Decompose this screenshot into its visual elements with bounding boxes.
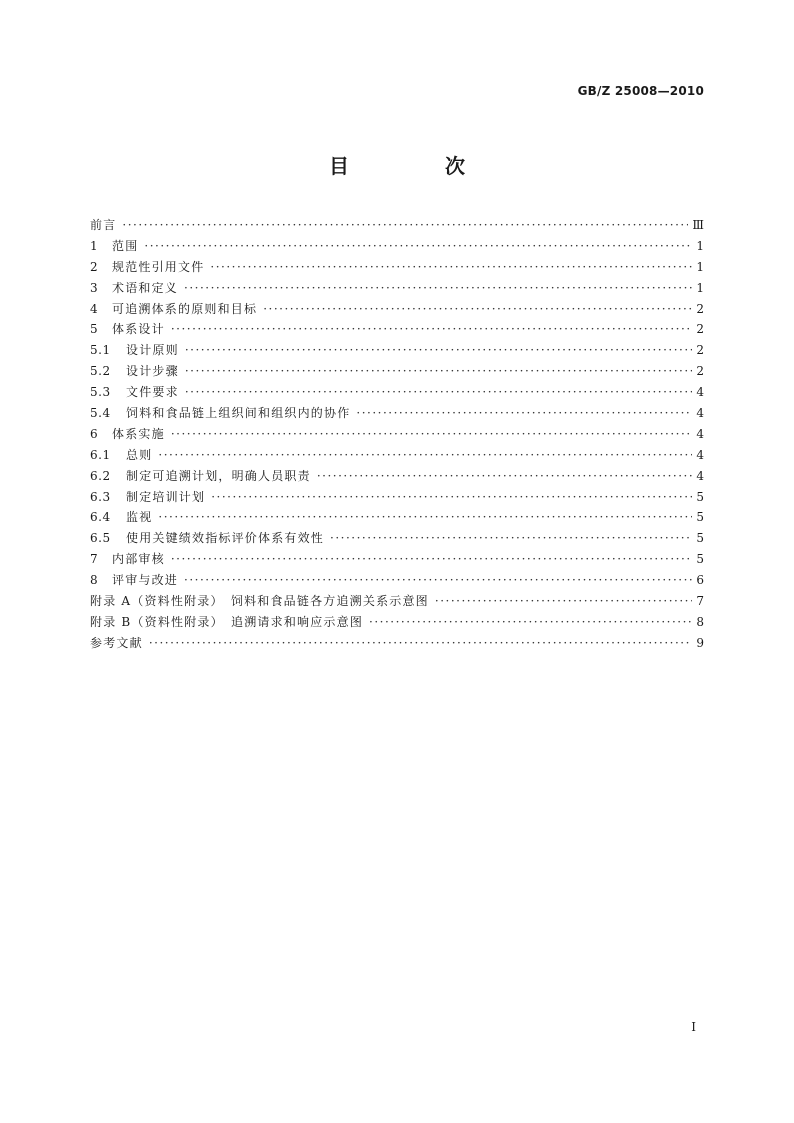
toc-entry-page: Ⅲ [692,218,704,232]
toc-entry-number: 5.2 [90,364,111,379]
toc-entry-6[interactable] [90,424,704,445]
toc-entry-page: 9 [696,635,704,650]
dot-leader [171,549,692,570]
toc-entry-label: 文件要求 [126,385,179,400]
toc-entry-appendix-a[interactable] [90,591,704,612]
toc-entry-page: 7 [696,594,704,609]
toc-entry-number: 2 [90,259,99,274]
toc-entry-5-1[interactable] [90,340,704,361]
toc-entry-number: 6.2 [90,468,111,483]
toc-entry-label: 可追溯体系的原则和目标 [112,301,258,316]
toc-entry-page: 4 [696,385,704,400]
toc-entry-appendix-b[interactable] [90,612,704,633]
toc-entry-label: 制定培训计划 [126,489,206,504]
toc-entry-label: 范围 [112,238,139,253]
dot-leader [185,361,692,382]
toc-entry-page: 2 [696,301,704,316]
toc-entry-number: 6 [90,426,99,441]
toc-entry-page: 6 [696,573,704,588]
toc-entry-foreword[interactable] [90,215,704,236]
toc-entry-label: 附录 A（资料性附录） 饲料和食品链各方追溯关系示意图 [90,594,429,609]
dot-leader [210,257,692,278]
toc-entry-5-3[interactable] [90,382,704,403]
toc-entry-label: 规范性引用文件 [112,259,205,274]
toc-entry-number: 5 [90,322,99,337]
toc-entry-page: 2 [696,364,704,379]
toc-entry-page: 1 [696,259,704,274]
toc-entry-number: 7 [90,552,99,567]
dot-leader [369,612,692,633]
toc-entry-page: 4 [696,426,704,441]
toc-entry-page: 5 [696,510,704,525]
toc-entry-references[interactable] [90,633,704,654]
toc-entry-label: 总则 [126,447,153,462]
dot-leader [171,424,692,445]
toc-entry-label: 内部审核 [112,552,165,567]
toc-entry-number: 5.4 [90,406,111,421]
toc-entry-number: 5.3 [90,385,111,400]
dot-leader [184,570,692,591]
toc-entry-label: 体系实施 [112,426,165,441]
toc-entry-number: 8 [90,573,99,588]
toc-entry-5[interactable] [90,319,704,340]
dot-leader [171,319,692,340]
toc-entry-page: 1 [696,280,704,295]
toc-entry-page: 1 [696,238,704,253]
toc-entry-number: 4 [90,301,99,316]
toc-entry-label: 设计步骤 [126,364,179,379]
dot-leader [435,591,692,612]
dot-leader [263,299,692,320]
toc-entry-6-3[interactable] [90,487,704,508]
standard-code: GB/Z 25008—2010 [577,84,704,98]
toc-entry-label: 体系设计 [112,322,165,337]
toc-entry-number: 3 [90,280,99,295]
dot-leader [317,466,692,487]
toc-entry-3[interactable] [90,278,704,299]
table-of-contents [90,215,704,654]
toc-entry-page: 5 [696,489,704,504]
toc-entry-2[interactable] [90,257,704,278]
dot-leader [144,236,692,257]
toc-entry-number: 6.5 [90,531,111,546]
dot-leader [185,340,692,361]
toc-entry-label: 前言 [90,218,117,232]
toc-title: 目 次 [329,154,503,178]
toc-entry-4[interactable] [90,299,704,320]
toc-entry-page: 4 [696,447,704,462]
dot-leader [158,507,692,528]
toc-entry-page: 2 [696,343,704,358]
toc-entry-label: 术语和定义 [112,280,179,295]
toc-entry-page: 5 [696,531,704,546]
toc-entry-7[interactable] [90,549,704,570]
toc-entry-number: 6.1 [90,447,111,462]
toc-entry-6-1[interactable] [90,445,704,466]
toc-entry-page: 2 [696,322,704,337]
toc-entry-6-2[interactable] [90,466,704,487]
toc-entry-5-4[interactable] [90,403,704,424]
toc-entry-number: 6.4 [90,510,111,525]
toc-entry-page: 5 [696,552,704,567]
toc-entry-label: 制定可追溯计划，明确人员职责 [126,468,311,483]
page-number: I [691,1020,696,1034]
dot-leader [356,403,692,424]
dot-leader [184,278,692,299]
toc-entry-6-4[interactable] [90,507,704,528]
toc-entry-label: 评审与改进 [112,573,179,588]
toc-entry-label: 饲料和食品链上组织间和组织内的协作 [126,406,351,421]
toc-entry-page: 4 [696,406,704,421]
toc-entry-number: 1 [90,238,99,253]
toc-entry-label: 参考文献 [90,635,143,650]
toc-entry-page: 8 [696,614,704,629]
dot-leader [185,382,692,403]
toc-entry-6-5[interactable] [90,528,704,549]
toc-entry-label: 使用关键绩效指标评价体系有效性 [126,531,325,546]
toc-entry-1[interactable] [90,236,704,257]
toc-entry-label: 设计原则 [126,343,179,358]
dot-leader [149,633,692,654]
dot-leader [158,445,692,466]
toc-entry-page: 4 [696,468,704,483]
toc-entry-number: 5.1 [90,343,111,358]
dot-leader [122,215,688,236]
toc-entry-label: 附录 B（资料性附录） 追溯请求和响应示意图 [90,614,364,629]
dot-leader [211,487,692,508]
toc-entry-label: 监视 [126,510,153,525]
dot-leader [330,528,692,549]
toc-entry-8[interactable] [90,570,704,591]
toc-entry-5-2[interactable] [90,361,704,382]
toc-entry-number: 6.3 [90,489,111,504]
